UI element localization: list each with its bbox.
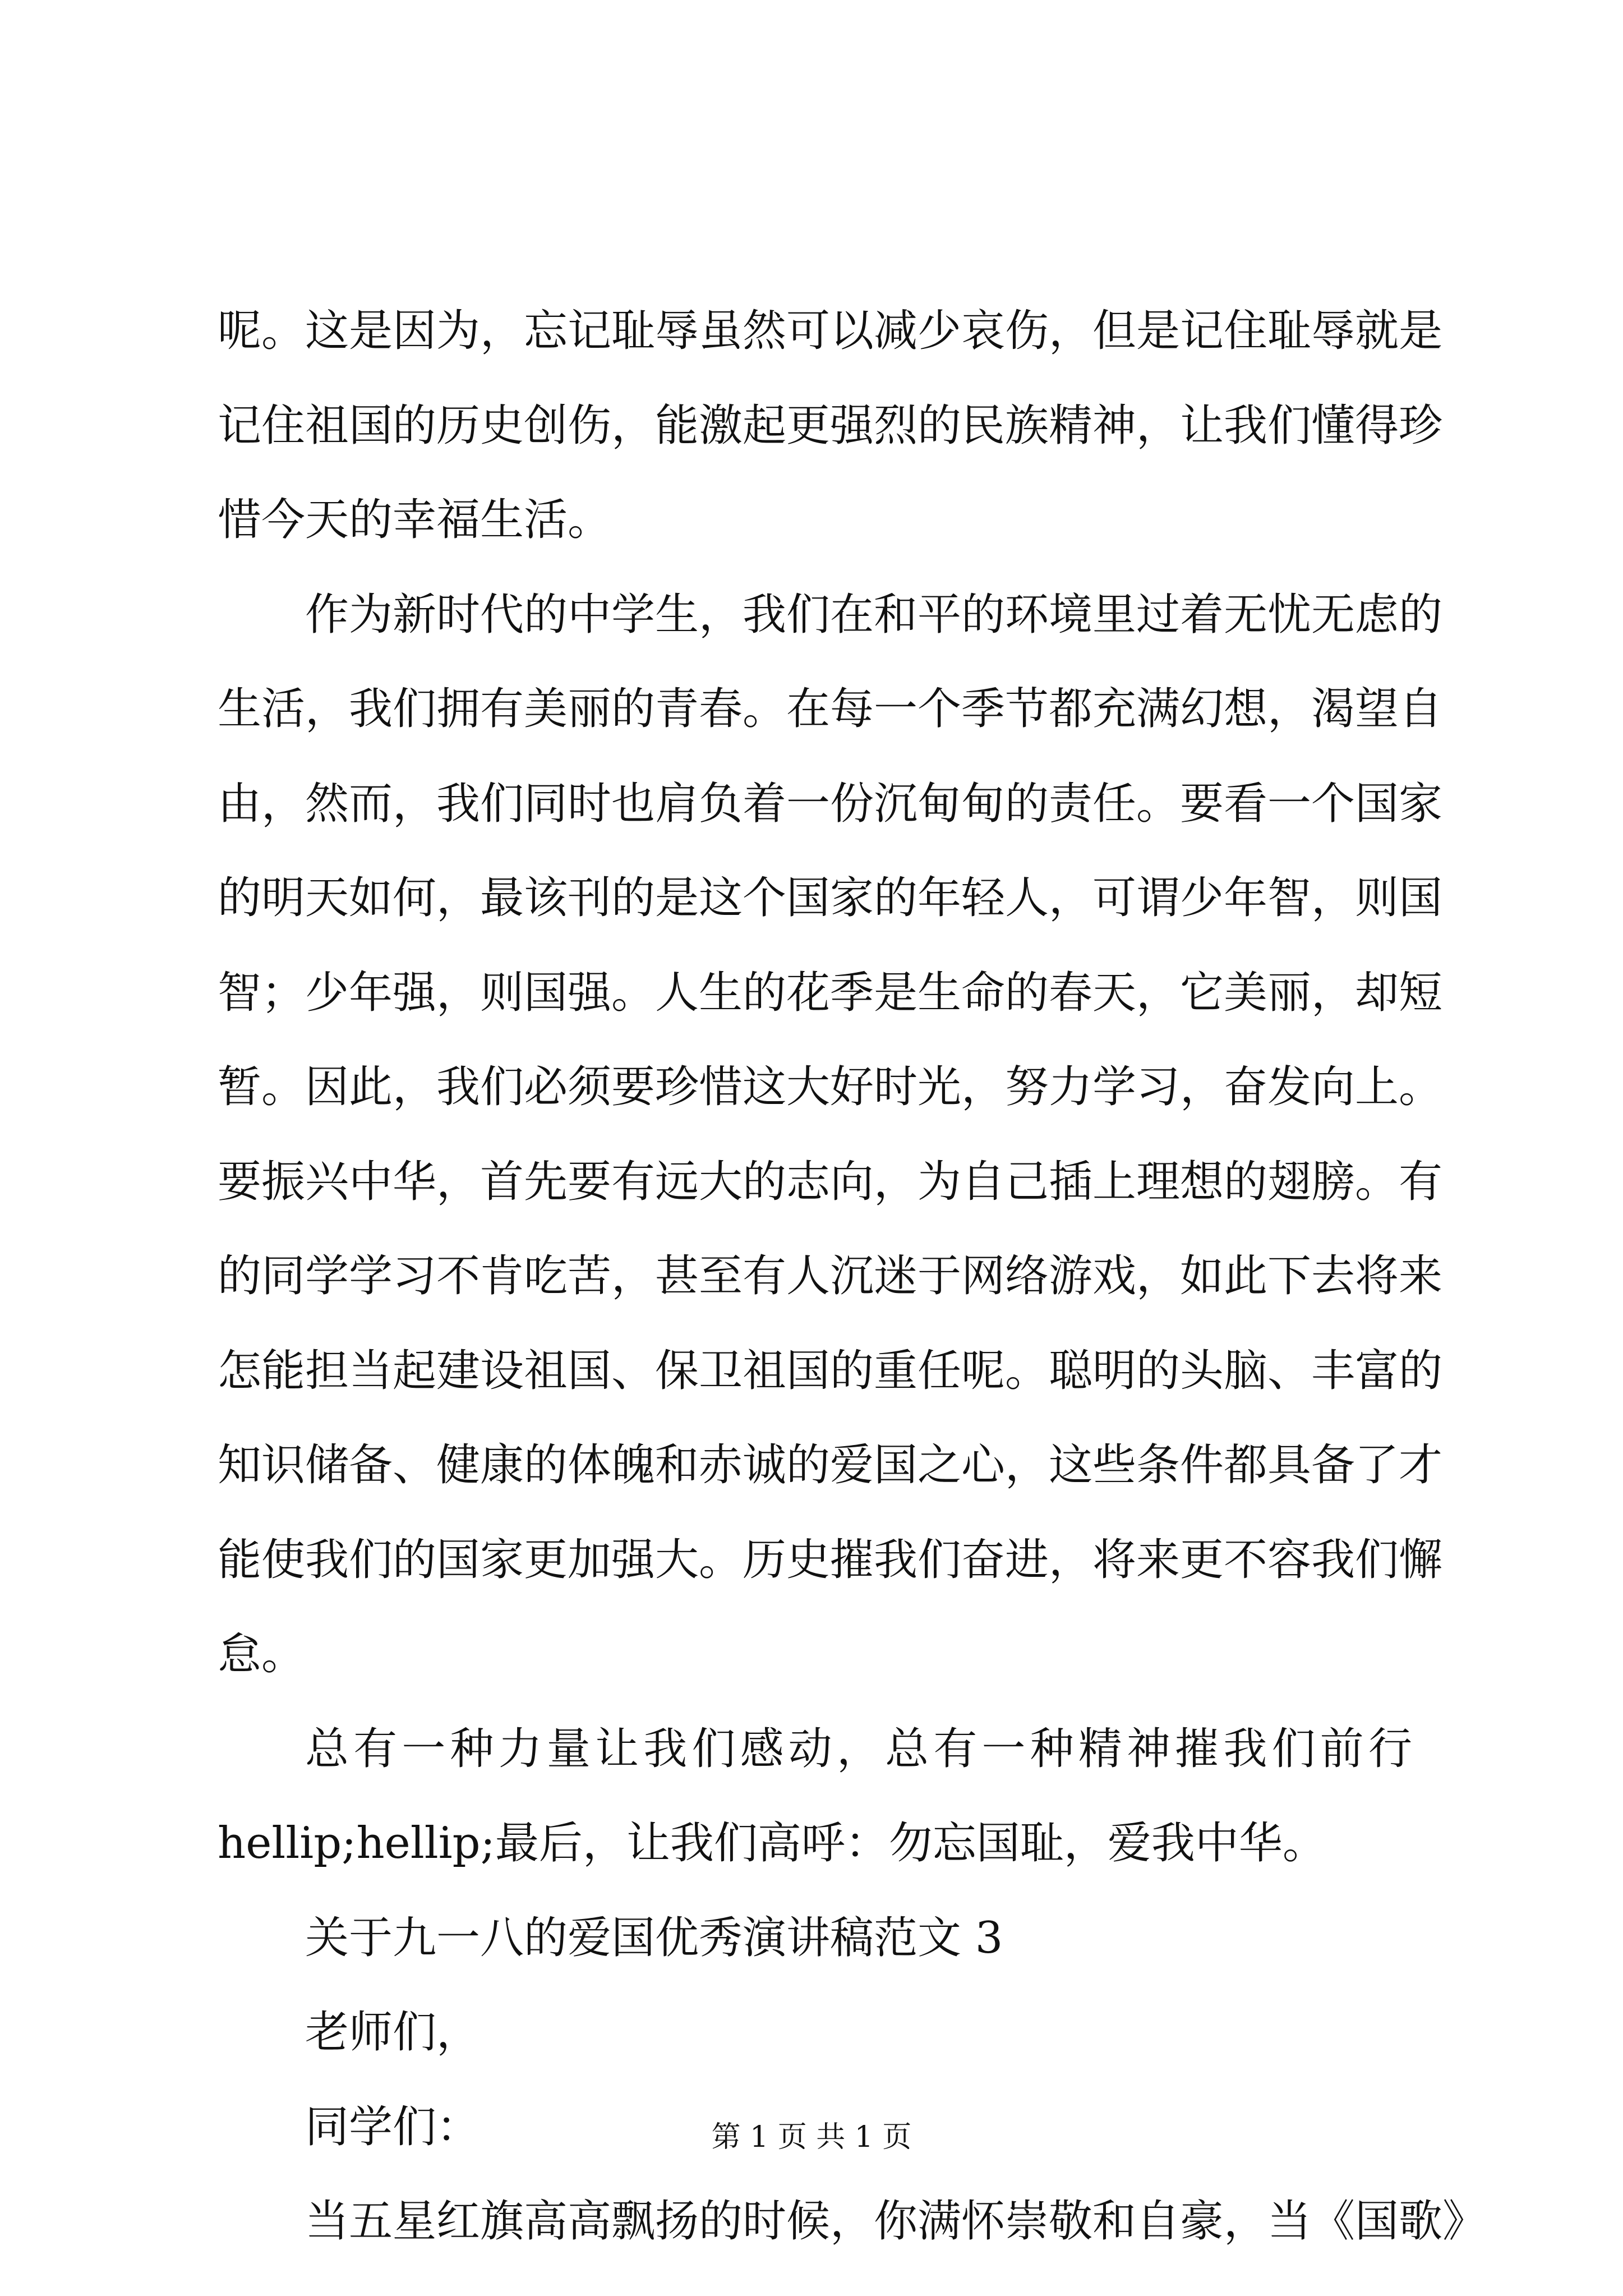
document-line: 怠。 — [218, 1629, 306, 1680]
document-line: 怎能担当起建设祖国、保卫祖国的重任呢。聪明的头脑、丰富的 — [218, 1345, 1443, 1396]
document-body — [218, 284, 1487, 2269]
document-line: 同学们： — [305, 2101, 481, 2152]
document-line: 的同学学习不肯吃苦，甚至有人沉迷于网络游戏，如此下去将来 — [218, 1251, 1443, 1301]
document-line: 智；少年强，则国强。人生的花季是生命的春天，它美丽，却短 — [218, 967, 1443, 1018]
document-line: 生活，我们拥有美丽的青春。在每一个季节都充满幻想，渴望自 — [218, 684, 1443, 734]
document-line: 总有一种力量让我们感动，总有一种精神摧我们前行 — [305, 1723, 1412, 1774]
document-line: 记住祖国的历史创伤，能激起更强烈的民族精神，让我们懂得珍 — [218, 400, 1443, 451]
page-footer: 第 1 页 共 1 页 — [711, 2120, 912, 2154]
document-line: 作为新时代的中学生，我们在和平的环境里过着无忧无虑的 — [305, 589, 1443, 640]
document-line: 当五星红旗高高飘扬的时候，你满怀崇敬和自豪，当《国歌》 — [305, 2196, 1487, 2247]
document-line: 呢。这是因为，忘记耻辱虽然可以减少哀伤，但是记住耻辱就是 — [218, 306, 1443, 356]
document-line: 由，然而，我们同时也肩负着一份沉甸甸的责任。要看一个国家 — [218, 778, 1443, 829]
document-line: 要振兴中华，首先要有远大的志向，为自己插上理想的翅膀。有 — [218, 1156, 1443, 1207]
document-line: 能使我们的国家更加强大。历史摧我们奋进，将来更不容我们懈 — [218, 1534, 1443, 1585]
document-line: 惜今天的幸福生活。 — [218, 495, 612, 545]
document-line: 老师们， — [305, 2007, 481, 2058]
document-line: hellip;hellip;最后，让我们高呼：勿忘国耻，爱我中华。 — [218, 1818, 1326, 1869]
document-line: 知识储备、健康的体魄和赤诚的爱国之心，这些条件都具备了才 — [218, 1440, 1443, 1490]
document-line: 的明天如何，最该刊的是这个国家的年轻人，可谓少年智，则国 — [218, 873, 1443, 923]
document-line: 暂。因此，我们必须要珍惜这大好时光，努力学习，奋发向上。 — [218, 1062, 1443, 1112]
document-line: 关于九一八的爱国优秀演讲稿范文 3 — [305, 1912, 1003, 1963]
